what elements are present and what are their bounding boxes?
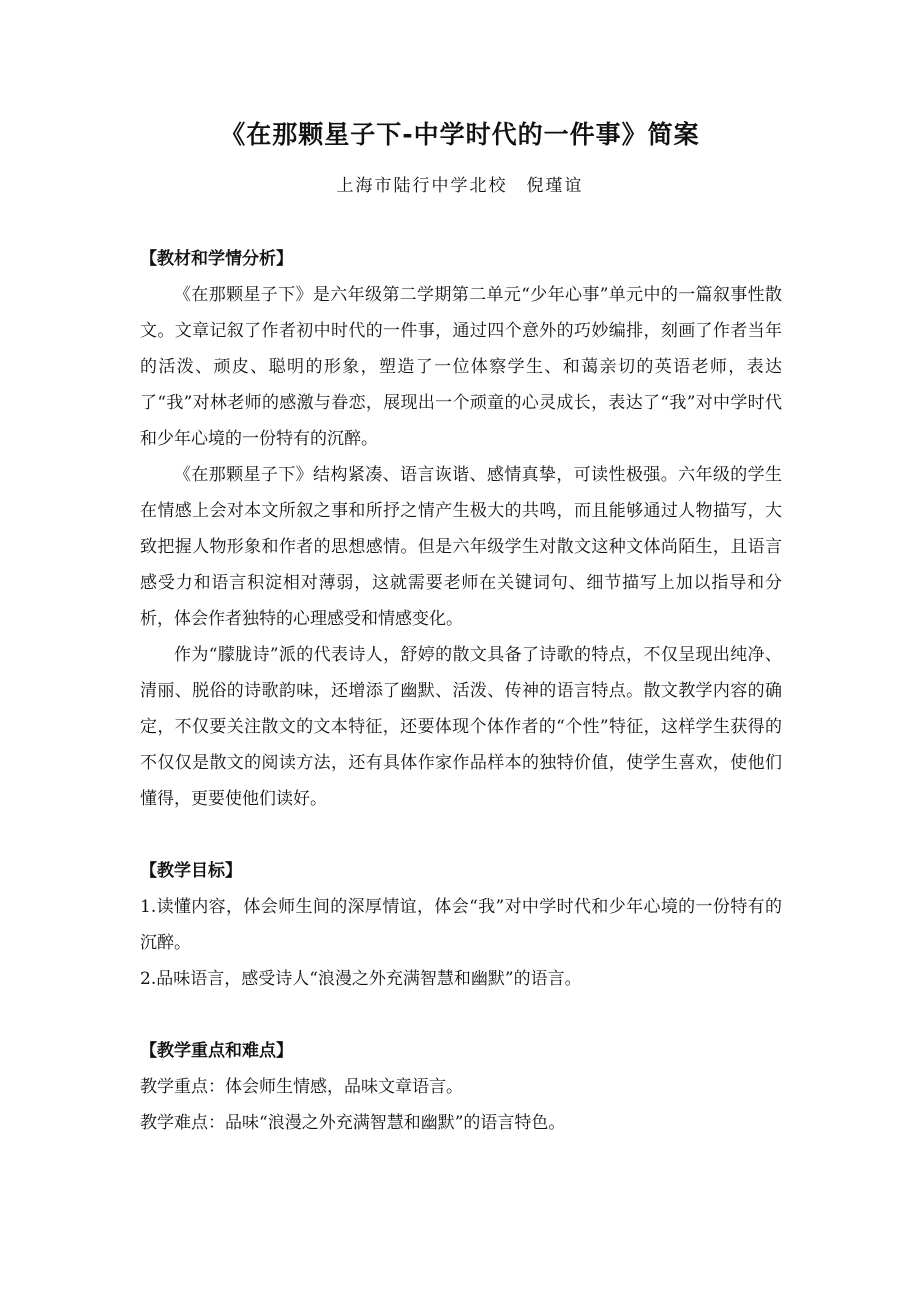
analysis-paragraph: 作为“朦胧诗”派的代表诗人，舒婷的散文具备了诗歌的特点，不仅呈现出纯净、清丽、脱俗的诗歌韵味，还增添了幽默、活泼、传神的语言特点。散文教学内容的确定，不仅要关注散文的文本特征，还要体现个体作者的“个性”特征，这样学生获得的不仅仅是散文的阅读方法，还有具体作家作品样本的独特价值，使学生喜欢，使他们懂得，更要使他们读好。 bbox=[140, 645, 782, 809]
analysis-section bbox=[140, 241, 782, 817]
author-line: 上海市陆行中学北校 倪瑾谊 bbox=[336, 176, 584, 196]
focus-item: 教学难点：品味“浪漫之外充满智慧和幽默”的语言特色。 bbox=[140, 1113, 566, 1133]
goal-item: 1.读懂内容，体会师生间的深厚情谊，体会“我”对中学时代和少年心境的一份特有的沉醉。 bbox=[140, 897, 782, 953]
focus-heading: 【教学重点和难点】 bbox=[140, 1041, 293, 1061]
focus-section bbox=[140, 1033, 782, 1141]
focus-item: 教学重点：体会师生情感，品味文章语言。 bbox=[140, 1077, 463, 1097]
document-title: 《在那颗星子下-中学时代的一件事》简案 bbox=[220, 120, 700, 149]
analysis-paragraph: 《在那颗星子下》结构紧凑、语言诙谐、感情真挚，可读性极强。六年级的学生在情感上会对本文所叙之事和所抒之情产生极大的共鸣，而且能够通过人物描写，大致把握人物形象和作者的思想感情。但是六年级学生对散文这种文体尚陌生，且语言感受力和语言积淀相对薄弱，这就需要老师在关键词句、细节描写上加以指导和分析，体会作者独特的心理感受和情感变化。 bbox=[140, 465, 782, 629]
analysis-heading: 【教材和学情分析】 bbox=[140, 249, 293, 269]
analysis-paragraph: 《在那颗星子下》是六年级第二学期第二单元“少年心事”单元中的一篇叙事性散文。文章记叙了作者初中时代的一件事，通过四个意外的巧妙编排，刻画了作者当年的活泼、顽皮、聪明的形象，塑造了一位体察学生、和蔼亲切的英语老师，表达了“我”对林老师的感激与眷恋，展现出一个顽童的心灵成长，表达了“我”对中学时代和少年心境的一份特有的沉醉。 bbox=[140, 285, 782, 449]
goal-item: 2.品味语言，感受诗人“浪漫之外充满智慧和幽默”的语言。 bbox=[140, 969, 582, 989]
goals-section bbox=[140, 853, 782, 997]
goals-heading: 【教学目标】 bbox=[140, 861, 242, 881]
